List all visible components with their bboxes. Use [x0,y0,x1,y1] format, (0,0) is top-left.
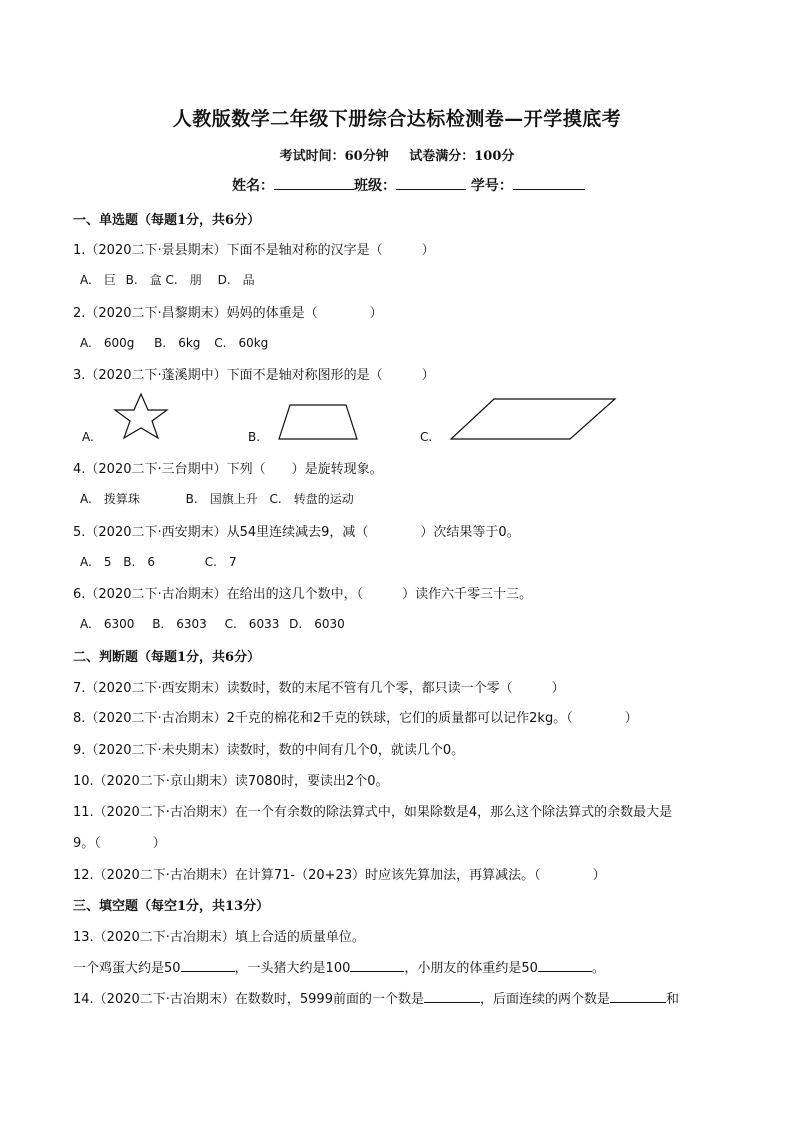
question-11-line-1: 11.（2020二下·古冶期末）在一个有余数的除法算式中，如果除数是4，那么这个除法算式的余数最大是 [73,805,673,820]
answer-blank[interactable] [424,990,480,1003]
option[interactable]: A. 5 [80,555,112,569]
option[interactable]: C. 朋 [165,273,202,287]
option[interactable]: D. 6030 [289,617,345,631]
class-blank[interactable] [396,175,466,190]
name-blank[interactable] [274,175,354,190]
question-2: 2.（2020二下·昌黎期末）妈妈的体重是（ ） [73,306,383,321]
option[interactable]: B. [248,430,261,444]
question-2-options [80,334,268,351]
exam-score: 试卷满分：100分 [409,149,515,164]
fill-text: 和 [666,992,680,1007]
section-heading-true-false: 二、判断题（每题1分，共6分） [73,650,261,665]
question-9: 9.（2020二下·未央期末）读数时，数的中间有几个0，就读几个0。 [73,743,465,758]
option[interactable]: B. 6 [123,555,155,569]
class-label: 班级： [354,178,396,194]
question-4-options [80,490,354,507]
option[interactable]: A. 600g [80,336,135,350]
fill-text: 。 [591,961,605,976]
option[interactable]: C. 6033 [224,617,280,631]
section-heading-fill-blank: 三、填空题（每空1分，共13分） [73,899,270,914]
name-label: 姓名： [232,178,274,194]
question-1: 1.（2020二下·景县期末）下面不是轴对称的汉字是（ ） [73,243,435,258]
option[interactable]: C. [420,430,433,444]
option[interactable]: A. [82,430,94,444]
question-6: 6.（2020二下·古冶期末）在给出的这几个数中，（ ）读作六千零三十三。 [73,587,533,602]
fill-text: 14.（2020二下·古冶期末）在数数时，5999前面的一个数是 [73,992,424,1007]
question-12: 12.（2020二下·古冶期末）在计算71-（20+23）时应该先算加法，再算减法。（ ） [73,868,606,883]
option[interactable]: B. 国旗上升 [185,492,258,506]
number-label: 学号： [470,178,513,194]
fill-text: ，后面连续的两个数是 [479,992,610,1007]
question-6-options [80,615,345,632]
page-title: 人教版数学二年级下册综合达标检测卷—开学摸底考 [172,108,622,130]
student-info [232,175,585,195]
question-13-blanks [73,957,605,976]
option[interactable]: A. 6300 [80,617,135,631]
question-4: 4.（2020二下·三台期中）下列（ ）是旋转现象。 [73,462,383,477]
answer-blank[interactable] [181,959,235,972]
trapezoid-shape [276,402,360,442]
option[interactable]: C. 60kg [214,336,269,350]
question-11-line-2: 9。（ ） [73,836,166,851]
answer-blank[interactable] [350,959,404,972]
question-5-options [80,553,237,570]
question-13: 13.（2020二下·古冶期末）填上合适的质量单位。 [73,930,365,945]
option[interactable]: C. 7 [204,555,237,569]
option[interactable]: A. 拨算珠 [80,492,140,506]
exam-time: 考试时间：60分钟 [279,149,389,164]
option[interactable]: A. 巨 [80,273,116,287]
section-heading-single-choice: 一、单选题（每题1分，共6分） [73,213,261,228]
option[interactable]: D. 品 [217,273,255,287]
answer-blank[interactable] [538,959,592,972]
option[interactable]: B. 6kg [154,336,201,350]
question-14 [73,988,679,1007]
exam-info [0,145,794,164]
parallelogram-shape [448,396,618,442]
answer-blank[interactable] [610,990,666,1003]
question-8: 8.（2020二下·古冶期末）2千克的棉花和2千克的铁球，它们的质量都可以记作2kg。（ ） [73,711,638,726]
fill-text: ，小朋友的体重约是50 [404,961,538,976]
option[interactable]: C. 转盘的运动 [269,492,354,506]
fill-text: ，一头猪大约是100 [234,961,351,976]
star-shape [110,392,172,440]
fill-text: 一个鸡蛋大约是50 [73,961,181,976]
question-7: 7.（2020二下·西安期末）读数时，数的末尾不管有几个零，都只读一个零（ ） [73,681,565,696]
number-blank[interactable] [513,175,585,190]
question-1-options [80,271,255,288]
question-3: 3.（2020二下·蓬溪期中）下面不是轴对称图形的是（ ） [73,368,435,383]
question-5: 5.（2020二下·西安期末）从54里连续减去9，减（ ）次结果等于0。 [73,525,520,540]
question-10: 10.（2020二下·京山期末）读7080时，要读出2个0。 [73,774,389,789]
option[interactable]: B. 盒 [125,273,162,287]
option[interactable]: B. 6303 [152,617,207,631]
